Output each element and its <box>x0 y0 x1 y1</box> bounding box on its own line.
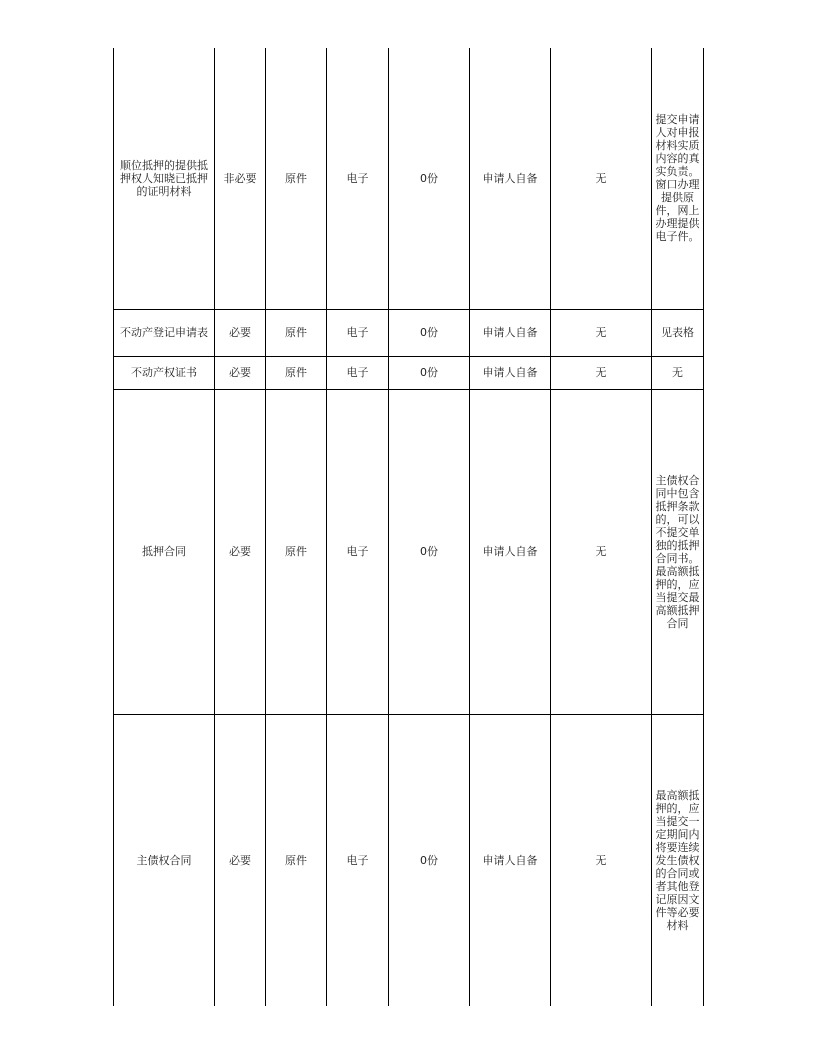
table-row <box>114 714 704 1006</box>
blank-form: 无 <box>551 356 652 389</box>
material-source: 申请人自备 <box>470 309 551 356</box>
material-name: 抵押合同 <box>114 389 215 714</box>
required-flag: 必要 <box>215 356 266 389</box>
blank-form: 无 <box>551 309 652 356</box>
material-source: 申请人自备 <box>470 48 551 309</box>
material-name: 不动产登记申请表 <box>114 309 215 356</box>
copies-count: 0份 <box>389 356 470 389</box>
required-flag: 必要 <box>215 389 266 714</box>
material-medium: 电子 <box>327 714 389 1006</box>
material-form: 原件 <box>266 48 327 309</box>
table-row <box>114 48 704 309</box>
material-name: 不动产权证书 <box>114 356 215 389</box>
materials-table <box>113 48 704 1006</box>
material-source: 申请人自备 <box>470 389 551 714</box>
material-note: 见表格 <box>652 309 704 356</box>
copies-count: 0份 <box>389 389 470 714</box>
copies-count: 0份 <box>389 714 470 1006</box>
blank-form: 无 <box>551 389 652 714</box>
table-row <box>114 309 704 356</box>
material-name: 主债权合同 <box>114 714 215 1006</box>
material-source: 申请人自备 <box>470 714 551 1006</box>
blank-form: 无 <box>551 714 652 1006</box>
material-note: 主债权合同中包含抵押条款的，可以不提交单独的抵押合同书。最高额抵押的，应当提交最高额抵押合同 <box>652 389 704 714</box>
required-flag: 非必要 <box>215 48 266 309</box>
material-note: 提交申请人对申报材料实质内容的真实负责。窗口办理提供原件，网上办理提供电子件。 <box>652 48 704 309</box>
material-source: 申请人自备 <box>470 356 551 389</box>
material-medium: 电子 <box>327 48 389 309</box>
material-note: 无 <box>652 356 704 389</box>
material-form: 原件 <box>266 356 327 389</box>
material-name: 顺位抵押的提供抵押权人知晓已抵押的证明材料 <box>114 48 215 309</box>
material-note: 最高额抵押的，应当提交一定期间内将要连续发生债权的合同或者其他登记原因文件等必要材料 <box>652 714 704 1006</box>
material-form: 原件 <box>266 714 327 1006</box>
material-medium: 电子 <box>327 389 389 714</box>
copies-count: 0份 <box>389 48 470 309</box>
required-flag: 必要 <box>215 714 266 1006</box>
material-form: 原件 <box>266 309 327 356</box>
table-row <box>114 389 704 714</box>
blank-form: 无 <box>551 48 652 309</box>
material-form: 原件 <box>266 389 327 714</box>
material-medium: 电子 <box>327 356 389 389</box>
copies-count: 0份 <box>389 309 470 356</box>
table-row <box>114 356 704 389</box>
required-flag: 必要 <box>215 309 266 356</box>
material-medium: 电子 <box>327 309 389 356</box>
